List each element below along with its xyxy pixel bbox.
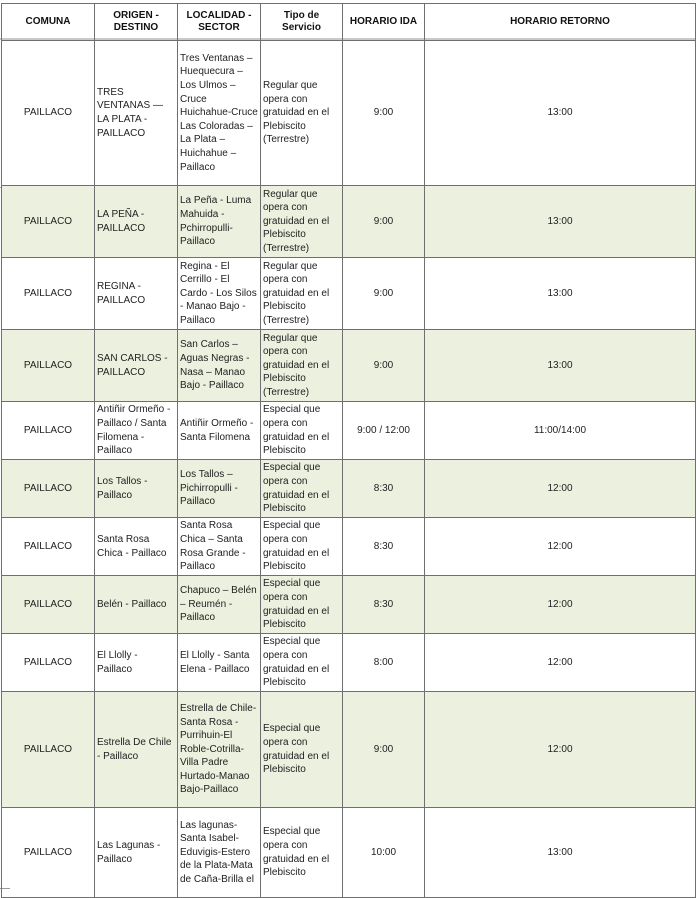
- cell-tipo-servicio: Regular que opera con gratuidad en el Plebiscito (Terrestre): [261, 186, 343, 258]
- table-row: [2, 460, 696, 518]
- cell-origen-destino: Antiñir Ormeño - Paillaco / Santa Filomena - Paillaco: [95, 402, 178, 460]
- cell-tipo-servicio: Regular que opera con gratuidad en el Plebiscito (Terrestre): [261, 41, 343, 186]
- table-row: [2, 634, 696, 692]
- cell-origen-destino: REGINA - PAILLACO: [95, 258, 178, 330]
- table-row: [2, 41, 696, 186]
- cell-tipo-servicio: Especial que opera con gratuidad en el Plebiscito: [261, 402, 343, 460]
- cell-origen-destino: TRES VENTANAS — LA PLATA - PAILLACO: [95, 41, 178, 186]
- cell-origen-destino: Santa Rosa Chica - Paillaco: [95, 518, 178, 576]
- cell-localidad-sector: Los Tallos – Pichirropulli - Paillaco: [178, 460, 261, 518]
- cell-horario-ida: 8:30: [343, 460, 425, 518]
- cell-horario-ida: 9:00: [343, 186, 425, 258]
- bus-routes-table: [1, 3, 696, 898]
- cell-localidad-sector: San Carlos – Aguas Negras - Nasa – Manao Bajo - Paillaco: [178, 330, 261, 402]
- header-horario-ida: HORARIO IDA: [343, 4, 425, 41]
- cell-localidad-sector: Estrella de Chile-Santa Rosa - Purrihuin-El Roble-Cotrilla-Villa Padre Hurtado-Manao Bajo-Paillaco: [178, 692, 261, 808]
- cell-tipo-servicio: Especial que opera con gratuidad en el Plebiscito: [261, 460, 343, 518]
- cell-tipo-servicio: Especial que opera con gratuidad en el Plebiscito: [261, 692, 343, 808]
- header-comuna: COMUNA: [2, 4, 95, 41]
- cell-origen-destino: El Llolly - Paillaco: [95, 634, 178, 692]
- cell-comuna: PAILLACO: [2, 634, 95, 692]
- cell-localidad-sector: Tres Ventanas – Huequecura – Los Ulmos – Cruce Huichahue-Cruce Las Coloradas – La Plata – Huichahue – Paillaco: [178, 41, 261, 186]
- cell-localidad-sector: El Llolly - Santa Elena - Paillaco: [178, 634, 261, 692]
- cell-horario-ida: 8:30: [343, 518, 425, 576]
- cell-comuna: PAILLACO: [2, 576, 95, 634]
- cell-comuna: PAILLACO: [2, 258, 95, 330]
- cell-horario-ida: 8:30: [343, 576, 425, 634]
- cell-localidad-sector: Antiñir Ormeño - Santa Filomena: [178, 402, 261, 460]
- cell-origen-destino: Estrella De Chile - Paillaco: [95, 692, 178, 808]
- cell-tipo-servicio: Regular que opera con gratuidad en el Plebiscito (Terrestre): [261, 330, 343, 402]
- cell-localidad-sector: Chapuco – Belén – Reumén - Paillaco: [178, 576, 261, 634]
- header-localidad-sector: LOCALIDAD - SECTOR: [178, 4, 261, 41]
- cell-localidad-sector: Regina - El Cerrillo - El Cardo - Los Silos - Manao Bajo - Paillaco: [178, 258, 261, 330]
- cell-horario-ida: 9:00: [343, 41, 425, 186]
- cell-horario-retorno: 12:00: [425, 692, 696, 808]
- cell-horario-ida: 10:00: [343, 808, 425, 898]
- table-row: [2, 330, 696, 402]
- cell-horario-retorno: 13:00: [425, 186, 696, 258]
- table-row: [2, 692, 696, 808]
- cell-tipo-servicio: Especial que opera con gratuidad en el Plebiscito: [261, 576, 343, 634]
- cell-origen-destino: Belén - Paillaco: [95, 576, 178, 634]
- cell-horario-ida: 9:00 / 12:00: [343, 402, 425, 460]
- cell-horario-retorno: 13:00: [425, 808, 696, 898]
- cell-horario-retorno: 13:00: [425, 41, 696, 186]
- table-row: [2, 576, 696, 634]
- cell-origen-destino: Los Tallos - Paillaco: [95, 460, 178, 518]
- cell-comuna: PAILLACO: [2, 41, 95, 186]
- cell-localidad-sector: Santa Rosa Chica – Santa Rosa Grande - Paillaco: [178, 518, 261, 576]
- cell-localidad-sector: Las lagunas-Santa Isabel-Eduvigis-Estero de la Plata-Mata de Caña-Brilla el: [178, 808, 261, 898]
- cell-comuna: PAILLACO: [2, 402, 95, 460]
- cell-horario-retorno: 12:00: [425, 460, 696, 518]
- cell-horario-retorno: 13:00: [425, 258, 696, 330]
- cell-comuna: PAILLACO: [2, 692, 95, 808]
- header-tipo-servicio: Tipo de Servicio: [261, 4, 343, 41]
- cell-localidad-sector: La Peña - Luma Mahuida - Pchirropulli-Paillaco: [178, 186, 261, 258]
- cell-horario-ida: 9:00: [343, 330, 425, 402]
- cell-horario-retorno: 12:00: [425, 518, 696, 576]
- table-row: [2, 808, 696, 898]
- cell-comuna: PAILLACO: [2, 460, 95, 518]
- cell-tipo-servicio: Regular que opera con gratuidad en el Plebiscito (Terrestre): [261, 258, 343, 330]
- cell-horario-retorno: 11:00/14:00: [425, 402, 696, 460]
- cell-horario-retorno: 12:00: [425, 576, 696, 634]
- cell-comuna: PAILLACO: [2, 330, 95, 402]
- cell-horario-ida: 9:00: [343, 258, 425, 330]
- table-row: [2, 518, 696, 576]
- cell-origen-destino: SAN CARLOS - PAILLACO: [95, 330, 178, 402]
- cell-tipo-servicio: Especial que opera con gratuidad en el Plebiscito: [261, 518, 343, 576]
- table-row: [2, 186, 696, 258]
- table-row: [2, 402, 696, 460]
- cell-tipo-servicio: Especial que opera con gratuidad en el Plebiscito: [261, 808, 343, 898]
- cell-origen-destino: Las Lagunas - Paillaco: [95, 808, 178, 898]
- cell-horario-retorno: 13:00: [425, 330, 696, 402]
- header-origen-destino: ORIGEN - DESTINO: [95, 4, 178, 41]
- cell-horario-ida: 8:00: [343, 634, 425, 692]
- cell-horario-ida: 9:00: [343, 692, 425, 808]
- cell-horario-retorno: 12:00: [425, 634, 696, 692]
- cell-comuna: PAILLACO: [2, 518, 95, 576]
- cell-comuna: PAILLACO: [2, 186, 95, 258]
- table-header-row: [2, 4, 696, 41]
- header-horario-retorno: HORARIO RETORNO: [425, 4, 696, 41]
- table-row: [2, 258, 696, 330]
- cell-origen-destino: LA PEÑA - PAILLACO: [95, 186, 178, 258]
- cell-tipo-servicio: Especial que opera con gratuidad en el Plebiscito: [261, 634, 343, 692]
- cell-comuna: PAILLACO: [2, 808, 95, 898]
